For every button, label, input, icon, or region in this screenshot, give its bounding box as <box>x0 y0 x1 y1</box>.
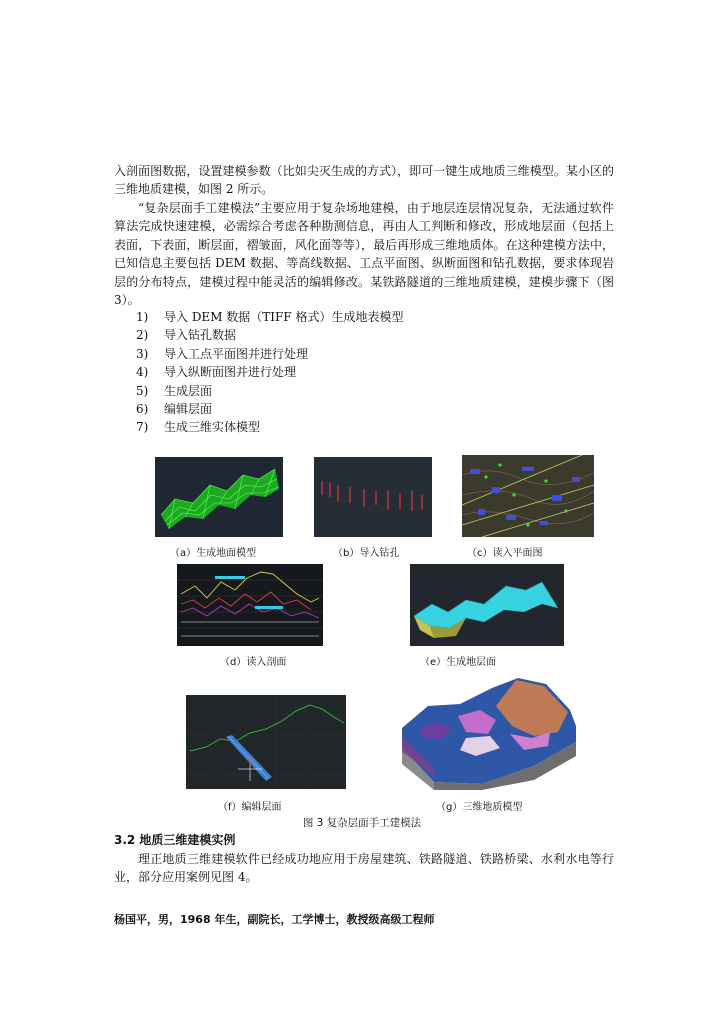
caption-d: （d）读入剖面 <box>220 657 287 668</box>
caption-e: （e）生成地层面 <box>420 657 497 668</box>
list-item: 5) 生成层面 <box>136 383 213 398</box>
figure-g-3d-model <box>400 676 578 790</box>
list-item: 1) 导入 DEM 数据（TIFF 格式）生成地表模型 <box>136 310 404 324</box>
section-body: 理正地质三维建模软件已经成功地应用于房屋建筑、铁路隧道、铁路桥梁、水利水电等行业，部分应用案例见图 4。 <box>114 852 614 885</box>
figure-f-edit-layer <box>186 695 346 789</box>
list-item: 4) 导入纵断面图并进行处理 <box>136 365 297 380</box>
list-item: 6) 编辑层面 <box>136 401 213 416</box>
figure-e-layer-surface <box>410 564 564 646</box>
caption-c: （c）读入平面图 <box>467 548 543 559</box>
figure-b-boreholes <box>314 457 432 537</box>
figure-d-profile <box>177 564 323 646</box>
section-heading: 3.2 地质三维建模实例 <box>114 833 236 847</box>
caption-b: （b）导入钻孔 <box>333 548 400 559</box>
paragraph-1: 入剖面图数据，设置建模参数（比如尖灭生成的方式），即可一键生成地质三维模型。某小区的三维地质建模，如图 2 所示。 <box>114 164 614 197</box>
list-item: 3) 导入工点平面图并进行处理 <box>136 346 309 361</box>
caption-g: （g）三维地质模型 <box>436 802 523 813</box>
list-item: 7) 生成三维实体模型 <box>136 420 261 435</box>
figure-a-terrain-mesh <box>155 457 283 537</box>
caption-f: （f）编辑层面 <box>218 802 282 813</box>
list-item: 2) 导入钻孔数据 <box>136 328 237 343</box>
caption-a: （a）生成地面模型 <box>170 548 257 559</box>
figure-title: 图 3 复杂层面手工建模法 <box>302 817 422 829</box>
paragraph-2: “复杂层面手工建模法”主要应用于复杂场地建模，由于地层连层情况复杂，无法通过软件算法完成快速建模，必需综合考虑各种勘测信息，再由人工判断和修改，形成地层面（包括上表面，下表面，断层面，褶皱面，风化面等等），最后再形成三维地质体。在这种建模方法中，已知信息主要包括 DEM 数据、等高线数据、工点平面图、纵断面图和钻孔数据，要求体现岩层的分布特点，建模过程中能灵活的编辑修改。某铁路隧道的三维地质建模，建模步骤下（图 3）。 <box>114 201 614 308</box>
author-footnote: 杨国平，男，1968 年生，副院长，工学博士，教授级高级工程师 <box>114 913 435 926</box>
steps-list <box>136 308 556 437</box>
figure-c-plan-map <box>462 455 594 537</box>
